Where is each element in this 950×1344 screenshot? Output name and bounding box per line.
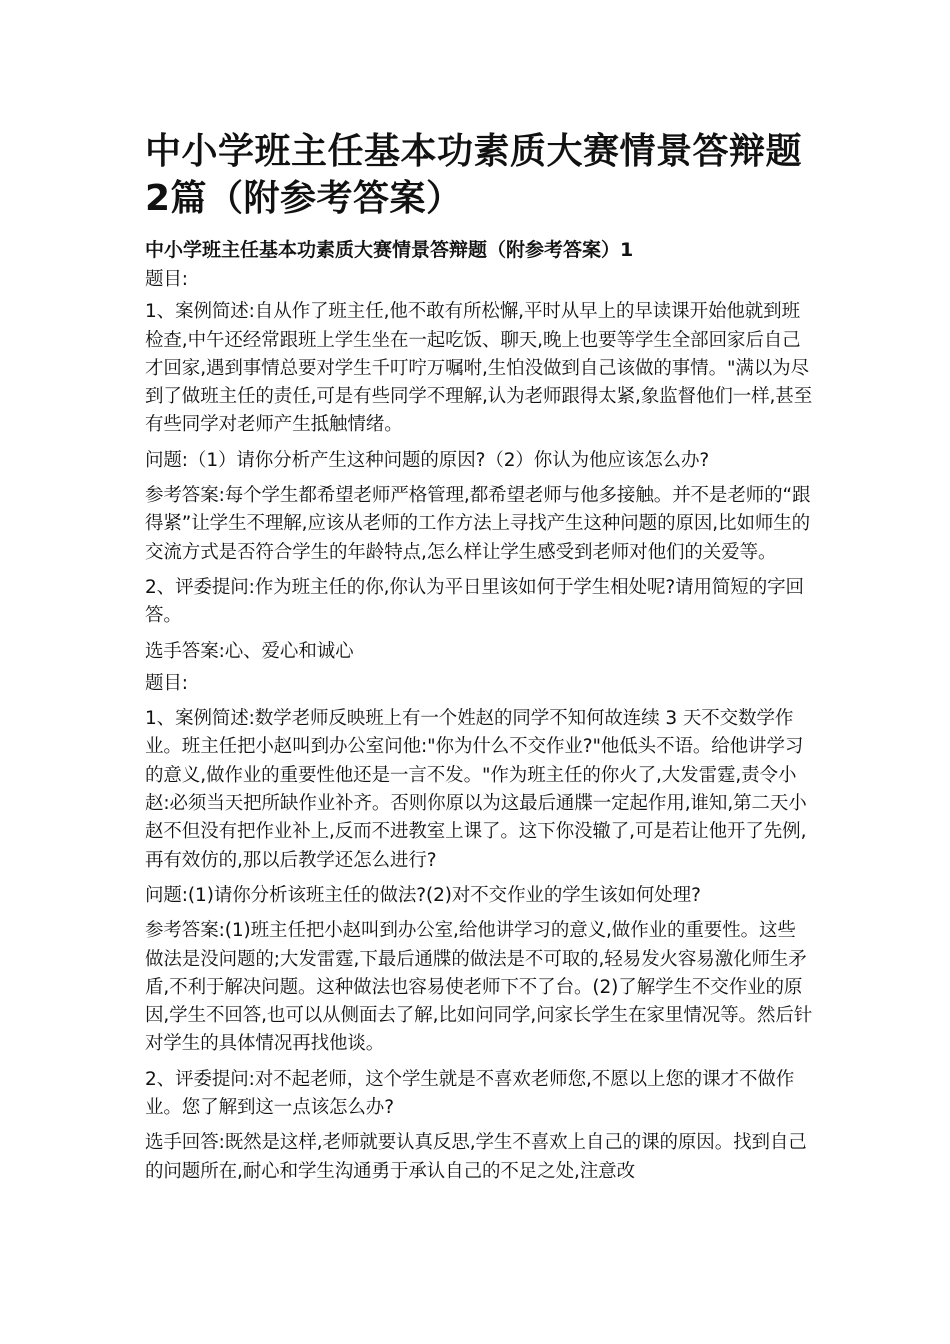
paragraph-case-1: 1、案例简述:自从作了班主任,他不敢有所松懈,平时从早上的早读课开始他就到班检查,中午还经常跟班上学生坐在一起吃饭、聊天,晚上也要等学生全部回家后自己才回家,遇到事情总要对学生千叮咛万嘱咐,生怕没做到自己该做的事情。"满以为尽到了做班主任的责任,可是有些同学不理解,认为老师跟得太紧,象监督他们一样,甚至有些同学对老师产生抵触情绪。 <box>145 301 813 436</box>
document-title: 中小学班主任基本功素质大赛情景答辩题2篇（附参考答案） <box>145 131 803 219</box>
paragraph-answer-1: 参考答案:每个学生都希望老师严格管理,都希望老师与他多接触。并不是老师的“跟得紧”让学生不理解,应该从老师的工作方法上寻找产生这种问题的原因,比如师生的交流方式是否符合学生的年龄特点,怎么样让学生感受到老师对他们的关爱等。 <box>145 485 811 563</box>
paragraph-case-2: 1、案例简述:数学老师反映班上有一个姓赵的同学不知何故连续 3 天不交数学作业。班主任把小赵叫到办公室问他:"你为什么不交作业?"他低头不语。给他讲学习的意义,做作业的重要性他还是一言不发。"作为班主任的你火了,大发雷霆,责令小赵:必须当天把所缺作业补齐。否则你原以为这最后通牒一定起作用,谁知,第二天小赵不但没有把作业补上,反而不进教室上课了。这下你没辙了,可是若让他开了先例,再有效仿的,那以后教学还怎么进行? <box>145 708 807 871</box>
paragraph-question-label-1: 题目: <box>145 269 188 290</box>
document-page <box>145 128 813 1193</box>
paragraph-contestant-answer-2: 选手回答:既然是这样,老师就要认真反思,学生不喜欢上自己的课的原因。找到自己的问题所在,耐心和学生沟通勇于承认自己的不足之处,注意改 <box>145 1132 807 1182</box>
paragraph-question-label-2: 题目: <box>145 672 188 694</box>
document-subtitle: 中小学班主任基本功素质大赛情景答辩题（附参考答案）1 <box>145 239 634 261</box>
paragraph-judge-question-1: 2、评委提问:作为班主任的你,你认为平日里该如何于学生相处呢?请用简短的字回答。 <box>145 576 804 627</box>
paragraph-answer-2: 参考答案:(1)班主任把小赵叫到办公室,给他讲学习的意义,做作业的重要性。这些做法是没问题的;大发雷霆,下最后通牒的做法是不可取的,轻易发火容易激化师生矛盾,不利于解决问题。这种做法也容易使老师下不了台。(2)了解学生不交作业的原因,学生不回答,也可以从侧面去了解,比如问同学,问家长学生在家里情况等。然后针对学生的具体情况再找他谈。 <box>145 920 813 1055</box>
paragraph-question-2: 问题:(1)请你分析该班主任的做法?(2)对不交作业的学生该如何处理? <box>145 884 701 906</box>
paragraph-question-1: 问题:（1）请你分析产生这种问题的原因?（2）你认为他应该怎么办? <box>145 449 710 471</box>
paragraph-contestant-answer-1: 选手答案:心、爱心和诚心 <box>145 640 354 662</box>
paragraph-judge-question-2: 2、评委提问:对不起老师，这个学生就是不喜欢老师您,不愿以上您的课才不做作业。您了解到这一点该怎么办? <box>145 1068 795 1119</box>
